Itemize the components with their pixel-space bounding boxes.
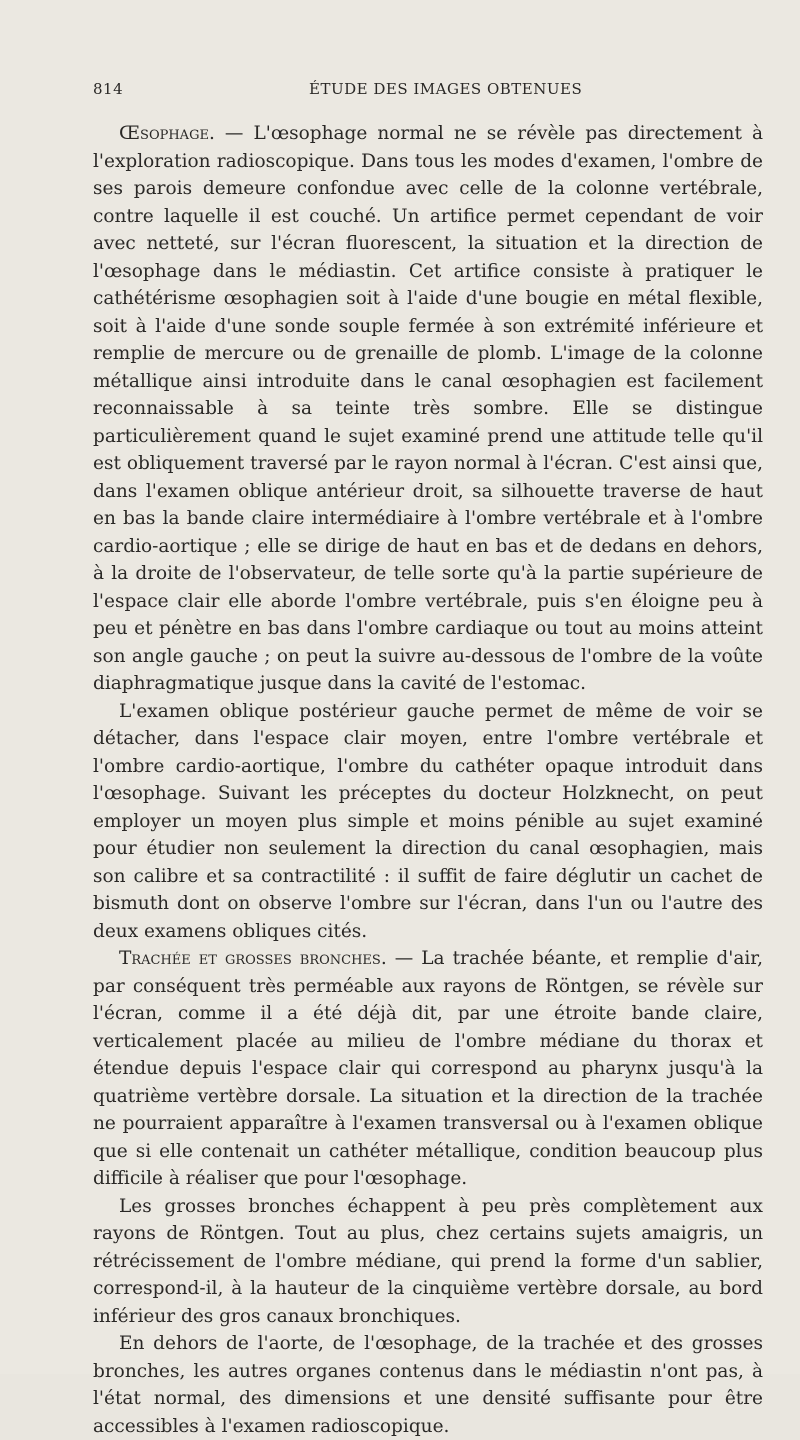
paragraph-mediastin	[93, 1330, 763, 1440]
page-number: 814	[93, 80, 124, 98]
page-header	[93, 80, 763, 104]
section-lead-trachee: Trachée et grosses bronches.	[119, 948, 387, 969]
paragraph-text: — L'œsophage normal ne se révèle pas directement à l'exploration radioscopique. Dans tous les modes d'examen, l'ombre de ses parois demeure confondue avec celle de la colonne vertébrale, contre laquelle il est couché. Un artifice permet cependant de voir avec netteté, sur l'écran fluorescent, la situation et la direction de l'œsophage dans le médiastin. Cet artifice consiste à pratiquer le cathétérisme œsophagien soit à l'aide d'une bougie en métal flexible, soit à l'aide d'une sonde souple fermée à son extrémité inférieure et remplie de mercure ou de grenaille de plomb. L'image de la colonne métallique ainsi introduite dans le canal œsophagien est facilement reconnaissable à sa teinte très sombre. Elle se distingue particulièrement quand le sujet examiné prend une attitude telle qu'il est obliquement traversé par le rayon normal à l'écran. C'est ainsi que, dans l'examen oblique antérieur droit, sa silhouette traverse de haut en bas la bande claire intermédiaire à l'ombre vertébrale et à l'ombre cardio-aortique ; elle se dirige de haut en bas et de dedans en dehors, à la droite de l'observateur, de telle sorte qu'à la partie supérieure de l'espace clair elle aborde l'ombre vertébrale, puis s'en éloigne peu à peu et pénètre en bas dans l'ombre cardiaque ou tout au moins atteint son angle gauche ; on peut la suivre au-dessous de l'ombre de la voûte diaphragmatique jusque dans la cavité de l'estomac.	[93, 123, 763, 694]
paragraph-bronches	[93, 1193, 763, 1331]
paragraph-text: — La trachée béante, et remplie d'air, par conséquent très perméable aux rayons de Röntgen, se révèle sur l'écran, comme il a été déjà dit, par une étroite bande claire, verticalement placée au milieu de l'ombre médiane du thorax et étendue depuis l'espace clair qui correspond au pharynx jusqu'à la quatrième vertèbre dorsale. La situation et la direction de la trachée ne pourraient apparaître à l'examen transversal ou à l'examen oblique que si elle contenait un cathéter métallique, condition beaucoup plus difficile à réaliser que pour l'œsophage.	[93, 948, 763, 1189]
section-lead-oesophage: Œsophage.	[119, 123, 215, 144]
paragraph-text: L'examen oblique postérieur gauche permet de même de voir se détacher, dans l'espace clair moyen, entre l'ombre vertébrale et l'ombre cardio-aortique, l'ombre du cathéter opaque introduit dans l'œsophage. Suivant les préceptes du docteur Holzknecht, on peut employer un moyen plus simple et moins pénible au sujet examiné pour étudier non seulement la direction du canal œsophagien, mais son calibre et sa contractilité : il suffit de faire déglutir un cachet de bismuth dont on observe l'ombre sur l'écran, dans l'un ou l'autre des deux examens obliques cités.	[93, 700, 763, 942]
paragraph-trachee	[93, 945, 763, 1193]
paragraph-oesophage	[93, 120, 763, 698]
paragraph-text: En dehors de l'aorte, de l'œsophage, de la trachée et des grosses bronches, les autres organes contenus dans le médiastin n'ont pas, à l'état normal, des dimensions et une densité suffisante pour être accessibles à l'examen radioscopique.	[93, 1333, 763, 1437]
paragraph-examen-oblique	[93, 698, 763, 946]
body-text	[93, 120, 763, 1440]
running-title: ÉTUDE DES IMAGES OBTENUES	[309, 80, 583, 98]
paragraph-text: Les grosses bronches échappent à peu près complètement aux rayons de Röntgen. Tout au plus, chez certains sujets amaigris, un rétrécissement de l'ombre médiane, qui prend la forme d'un sablier, correspond-il, à la hauteur de la cinquième vertèbre dorsale, au bord inférieur des gros canaux bronchiques.	[93, 1195, 763, 1327]
